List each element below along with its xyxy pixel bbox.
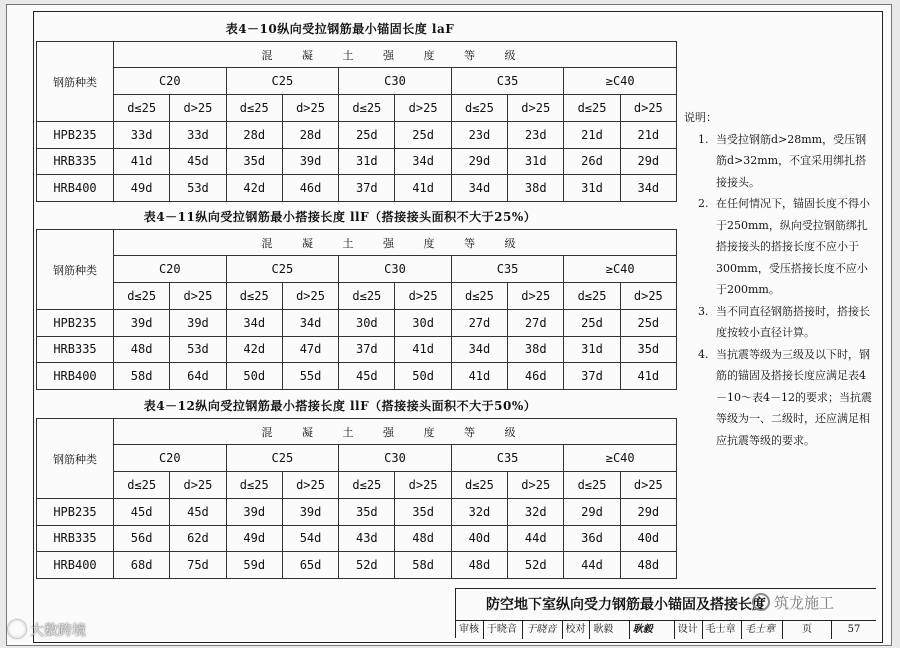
diameter-header: d≤25 xyxy=(226,95,282,122)
rebar-type: HPB235 xyxy=(37,310,114,337)
anchorage-cell: 39d xyxy=(282,499,338,526)
anchorage-cell: 35d xyxy=(339,499,395,526)
watermark-logo-icon xyxy=(8,620,26,638)
header-row xyxy=(37,42,677,68)
note-text: 当受拉钢筋d>28mm，受压钢筋d>32mm，不宜采用绑扎搭接接头。 xyxy=(716,132,867,189)
anchorage-cell: 37d xyxy=(564,363,620,390)
anchorage-cell: 41d xyxy=(395,336,451,363)
anchorage-cell: 68d xyxy=(114,552,170,579)
table-row xyxy=(37,175,677,202)
diameter-header: d>25 xyxy=(508,95,564,122)
row-label-header: 钢筋种类 xyxy=(37,42,114,122)
grade-header: C20 xyxy=(114,68,227,95)
table-row xyxy=(37,310,677,337)
diameter-header: d>25 xyxy=(395,472,451,499)
grade-header: ≥C40 xyxy=(564,445,677,472)
anchorage-cell: 44d xyxy=(564,552,620,579)
anchorage-cell: 46d xyxy=(508,363,564,390)
anchorage-cell: 29d xyxy=(620,148,676,175)
anchorage-cell: 39d xyxy=(170,310,226,337)
grade-header: C30 xyxy=(339,256,452,283)
anchorage-cell: 34d xyxy=(282,310,338,337)
anchorage-cell: 35d xyxy=(395,499,451,526)
anchorage-cell: 28d xyxy=(226,122,282,149)
anchorage-cell: 43d xyxy=(339,525,395,552)
rebar-type: HRB335 xyxy=(37,148,114,175)
diameter-header: d>25 xyxy=(170,283,226,310)
rebar-type: HRB400 xyxy=(37,552,114,579)
anchorage-cell: 50d xyxy=(395,363,451,390)
diameter-header: d≤25 xyxy=(564,283,620,310)
page-number: 57 xyxy=(847,624,861,635)
table-row xyxy=(37,552,677,579)
anchorage-cell: 44d xyxy=(508,525,564,552)
diameter-header: d>25 xyxy=(395,95,451,122)
anchorage-cell: 31d xyxy=(564,336,620,363)
note-item xyxy=(684,301,874,344)
grade-row xyxy=(37,256,677,283)
diameter-header: d>25 xyxy=(620,95,676,122)
anchorage-cell: 49d xyxy=(226,525,282,552)
anchorage-cell: 25d xyxy=(339,122,395,149)
corner-watermark xyxy=(8,620,86,640)
table-4-12-title: 表4－12纵向受拉钢筋最小搭接长度 llF（搭接接头面积不大于50%） xyxy=(143,399,537,413)
anchorage-cell: 35d xyxy=(226,148,282,175)
grade-header: C25 xyxy=(226,256,339,283)
label-check: 校对 xyxy=(563,621,591,639)
diameter-header: d≤25 xyxy=(339,95,395,122)
designer-signature: 毛士章 xyxy=(742,621,783,639)
anchorage-cell: 26d xyxy=(564,148,620,175)
logo-watermark-text: 筑龙施工 xyxy=(774,594,835,612)
diameter-header: d≤25 xyxy=(564,472,620,499)
rebar-type: HRB400 xyxy=(37,175,114,202)
note-item xyxy=(684,344,874,452)
notes-list xyxy=(684,129,874,452)
diameter-header: d>25 xyxy=(170,472,226,499)
diameter-header: d>25 xyxy=(620,472,676,499)
table-row xyxy=(37,499,677,526)
label-design: 设计 xyxy=(675,621,703,639)
diameter-header: d>25 xyxy=(282,472,338,499)
anchorage-cell: 23d xyxy=(451,122,507,149)
anchorage-cell: 42d xyxy=(226,175,282,202)
anchorage-cell: 34d xyxy=(395,148,451,175)
grade-header: C25 xyxy=(226,445,339,472)
note-number: 1. xyxy=(698,132,709,146)
anchorage-cell: 25d xyxy=(395,122,451,149)
note-text: 当抗震等级为三级及以下时，钢筋的锚固及搭接长度应满足表4－10～表4－12的要求；当抗震等级为一、二级时，还应满足相应抗震等级的要求。 xyxy=(716,347,872,447)
anchorage-cell: 53d xyxy=(170,336,226,363)
table-row xyxy=(37,525,677,552)
anchorage-cell: 45d xyxy=(114,499,170,526)
table-row xyxy=(37,122,677,149)
table-row xyxy=(37,363,677,390)
title-block-signature-row xyxy=(456,621,876,639)
checker-name: 耿毅 xyxy=(590,621,629,639)
anchorage-cell: 41d xyxy=(620,363,676,390)
grade-header: C35 xyxy=(451,445,564,472)
anchorage-cell: 45d xyxy=(170,499,226,526)
anchorage-cell: 29d xyxy=(620,499,676,526)
anchorage-cell: 28d xyxy=(282,122,338,149)
table-4-10 xyxy=(36,41,677,202)
grade-header: ≥C40 xyxy=(564,256,677,283)
anchorage-cell: 62d xyxy=(170,525,226,552)
anchorage-cell: 50d xyxy=(226,363,282,390)
anchorage-cell: 31d xyxy=(508,148,564,175)
anchorage-cell: 47d xyxy=(282,336,338,363)
corner-watermark-text: 大数跨境 xyxy=(30,623,86,639)
anchorage-cell: 46d xyxy=(282,175,338,202)
diameter-header: d≤25 xyxy=(564,95,620,122)
grade-header: C25 xyxy=(226,68,339,95)
anchorage-cell: 27d xyxy=(451,310,507,337)
group-header: 混 凝 土 强 度 等 级 xyxy=(114,419,677,445)
rebar-type: HRB400 xyxy=(37,363,114,390)
anchorage-cell: 53d xyxy=(170,175,226,202)
anchorage-cell: 29d xyxy=(451,148,507,175)
note-item xyxy=(684,193,874,301)
rebar-type: HRB335 xyxy=(37,525,114,552)
diameter-header: d>25 xyxy=(395,283,451,310)
anchorage-cell: 42d xyxy=(226,336,282,363)
diameter-header: d>25 xyxy=(170,95,226,122)
diameter-row xyxy=(37,472,677,499)
anchorage-cell: 58d xyxy=(395,552,451,579)
anchorage-cell: 40d xyxy=(620,525,676,552)
anchorage-cell: 37d xyxy=(339,336,395,363)
anchorage-cell: 64d xyxy=(170,363,226,390)
diameter-header: d≤25 xyxy=(226,472,282,499)
anchorage-cell: 34d xyxy=(451,336,507,363)
anchorage-cell: 48d xyxy=(395,525,451,552)
anchorage-cell: 38d xyxy=(508,175,564,202)
group-header: 混 凝 土 强 度 等 级 xyxy=(114,230,677,256)
anchorage-cell: 33d xyxy=(114,122,170,149)
note-text: 当不同直径钢筋搭接时，搭接长度按较小直径计算。 xyxy=(716,304,870,339)
anchorage-cell: 45d xyxy=(339,363,395,390)
note-text: 在任何情况下，锚固长度不得小于250mm，纵向受拉钢筋绑扎搭接接头的搭接长度不应小于300mm，受压搭接长度不应小于200mm。 xyxy=(716,197,870,296)
label-page: 页 xyxy=(783,621,832,639)
rebar-type: HRB335 xyxy=(37,336,114,363)
diameter-header: d>25 xyxy=(282,95,338,122)
anchorage-cell: 52d xyxy=(508,552,564,579)
anchorage-cell: 25d xyxy=(564,310,620,337)
anchorage-cell: 48d xyxy=(114,336,170,363)
anchorage-cell: 30d xyxy=(339,310,395,337)
diameter-header: d≤25 xyxy=(451,95,507,122)
diameter-header: d≤25 xyxy=(114,472,170,499)
grade-header: C20 xyxy=(114,256,227,283)
grade-row xyxy=(37,68,677,95)
anchorage-cell: 29d xyxy=(564,499,620,526)
table-4-10-title: 表4－10纵向受拉钢筋最小锚固长度 laF xyxy=(225,22,455,36)
notes-panel xyxy=(684,107,874,451)
anchorage-cell: 32d xyxy=(451,499,507,526)
note-number: 2. xyxy=(698,197,709,210)
label-review: 审核 xyxy=(456,621,484,639)
anchorage-cell: 59d xyxy=(226,552,282,579)
grade-header: C30 xyxy=(339,68,452,95)
diameter-header: d≤25 xyxy=(114,283,170,310)
anchorage-cell: 27d xyxy=(508,310,564,337)
anchorage-cell: 32d xyxy=(508,499,564,526)
table-4-11 xyxy=(36,229,677,390)
grade-row xyxy=(37,445,677,472)
anchorage-cell: 41d xyxy=(395,175,451,202)
table-4-12 xyxy=(36,418,677,579)
diameter-header: d>25 xyxy=(282,283,338,310)
note-number: 3. xyxy=(698,304,709,318)
header-row xyxy=(37,230,677,256)
grade-header: C20 xyxy=(114,445,227,472)
anchorage-cell: 52d xyxy=(339,552,395,579)
row-label-header: 钢筋种类 xyxy=(37,419,114,499)
anchorage-cell: 33d xyxy=(170,122,226,149)
anchorage-cell: 55d xyxy=(282,363,338,390)
diameter-header: d>25 xyxy=(508,283,564,310)
anchorage-cell: 49d xyxy=(114,175,170,202)
logo-icon xyxy=(752,593,770,611)
anchorage-cell: 30d xyxy=(395,310,451,337)
note-number: 4. xyxy=(698,347,709,361)
note-item xyxy=(684,129,874,194)
anchorage-cell: 35d xyxy=(620,336,676,363)
reviewer-signature: 于晓音 xyxy=(523,621,562,639)
grade-header: ≥C40 xyxy=(564,68,677,95)
diameter-row xyxy=(37,283,677,310)
grade-header: C30 xyxy=(339,445,452,472)
row-label-header: 钢筋种类 xyxy=(37,230,114,310)
diameter-header: d≤25 xyxy=(451,472,507,499)
table-row xyxy=(37,336,677,363)
diameter-header: d≤25 xyxy=(339,283,395,310)
anchorage-cell: 45d xyxy=(170,148,226,175)
designer-name: 毛士章 xyxy=(703,621,742,639)
drawing-title: 防空地下室纵向受力钢筋最小锚固及搭接长度 xyxy=(456,589,876,621)
diameter-header: d≤25 xyxy=(226,283,282,310)
anchorage-cell: 34d xyxy=(451,175,507,202)
anchorage-cell: 21d xyxy=(620,122,676,149)
anchorage-cell: 34d xyxy=(620,175,676,202)
anchorage-cell: 25d xyxy=(620,310,676,337)
checker-signature: 耿毅 xyxy=(630,621,675,639)
anchorage-cell: 37d xyxy=(339,175,395,202)
header-row xyxy=(37,419,677,445)
table-row xyxy=(37,148,677,175)
anchorage-cell: 21d xyxy=(564,122,620,149)
anchorage-cell: 41d xyxy=(451,363,507,390)
anchorage-cell: 54d xyxy=(282,525,338,552)
anchorage-cell: 34d xyxy=(226,310,282,337)
anchorage-cell: 75d xyxy=(170,552,226,579)
anchorage-cell: 40d xyxy=(451,525,507,552)
anchorage-cell: 58d xyxy=(114,363,170,390)
diameter-header: d>25 xyxy=(508,472,564,499)
anchorage-cell: 36d xyxy=(564,525,620,552)
anchorage-cell: 56d xyxy=(114,525,170,552)
table-4-11-title: 表4－11纵向受拉钢筋最小搭接长度 llF（搭接接头面积不大于25%） xyxy=(143,210,537,224)
rebar-type: HPB235 xyxy=(37,122,114,149)
anchorage-cell: 39d xyxy=(282,148,338,175)
diameter-header: d≤25 xyxy=(451,283,507,310)
reviewer-name: 于晓音 xyxy=(484,621,523,639)
anchorage-cell: 48d xyxy=(620,552,676,579)
grade-header: C35 xyxy=(451,68,564,95)
anchorage-cell: 48d xyxy=(451,552,507,579)
anchorage-cell: 39d xyxy=(226,499,282,526)
diameter-header: d≤25 xyxy=(114,95,170,122)
notes-title: 说明： xyxy=(684,111,717,124)
diameter-header: d>25 xyxy=(620,283,676,310)
anchorage-cell: 23d xyxy=(508,122,564,149)
diameter-header: d≤25 xyxy=(339,472,395,499)
group-header: 混 凝 土 强 度 等 级 xyxy=(114,42,677,68)
grade-header: C35 xyxy=(451,256,564,283)
rebar-type: HPB235 xyxy=(37,499,114,526)
anchorage-cell: 65d xyxy=(282,552,338,579)
anchorage-cell: 31d xyxy=(339,148,395,175)
anchorage-cell: 31d xyxy=(564,175,620,202)
anchorage-cell: 38d xyxy=(508,336,564,363)
diameter-row xyxy=(37,95,677,122)
anchorage-cell: 41d xyxy=(114,148,170,175)
logo-watermark xyxy=(752,592,834,613)
anchorage-cell: 39d xyxy=(114,310,170,337)
